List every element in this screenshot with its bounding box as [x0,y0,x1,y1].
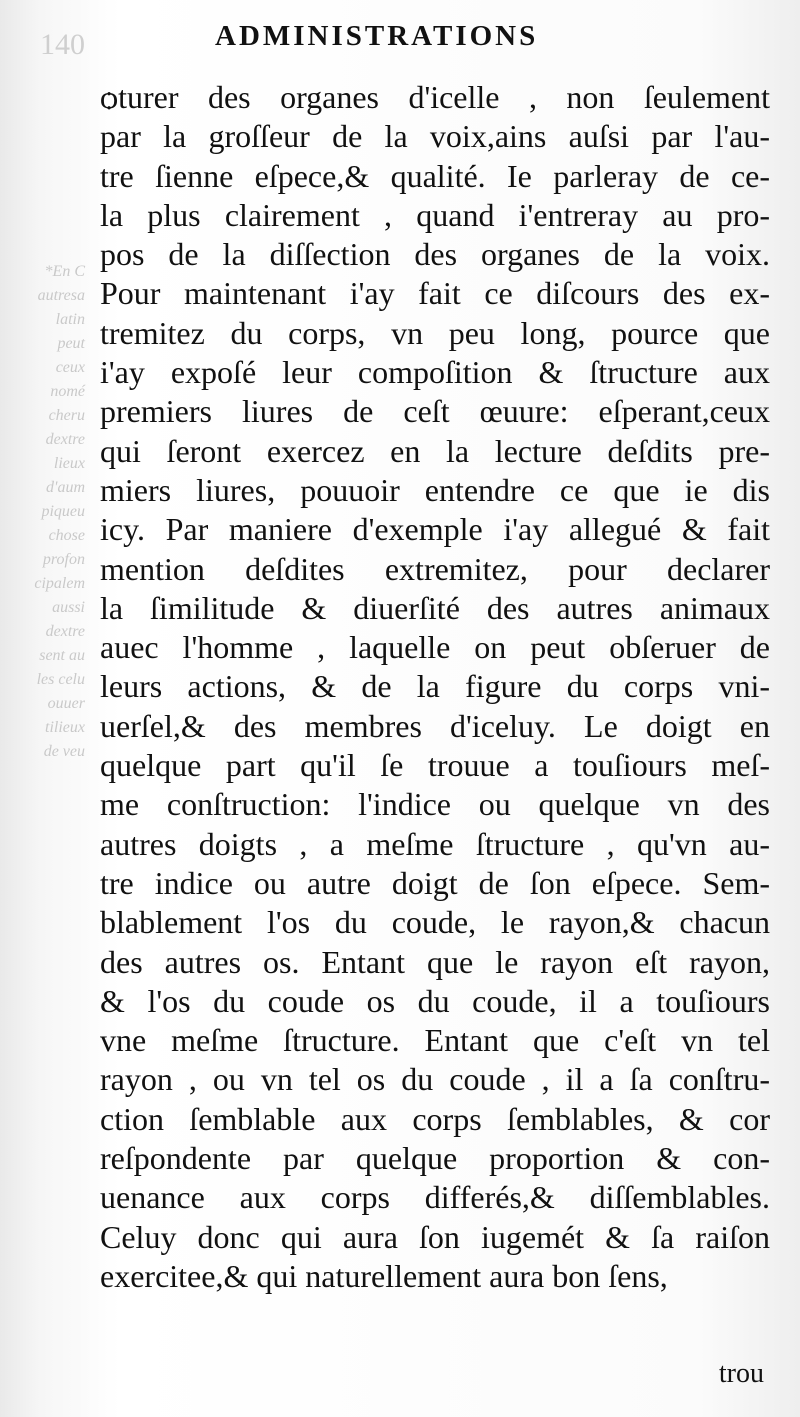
text-line: quelque part qu'il ſe trouue a touſiours meſ- [100,747,770,784]
text-line: la ſimilitude & diuerſité des autres animaux [100,589,770,626]
bleed-through-fragment: d'aum [46,479,85,496]
text-line: blablement l'os du coude, le rayon,& chacun [100,904,770,941]
bleed-through-fragment: lieux [53,455,85,472]
text-line: uenance aux corps differés,& diſſemblables. [100,1179,770,1216]
page-number: 140 [40,28,85,61]
bleed-through-fragment: *En C [44,263,85,280]
bleed-through-fragment: profon [42,551,85,568]
bleed-through-margin [0,260,95,764]
text-line: tremitez du corps, vn peu long, pource que [100,314,770,351]
bleed-through-fragment: dextre [45,431,85,448]
bleed-through-fragment: aussi [52,599,85,616]
text-line: qui ſeront exercez en la lecture deſdits pre- [100,432,770,469]
text-line: leurs actions, & de la figure du corps vni- [100,668,770,705]
text-line: premiers liures de ceſt œuure: eſperant,ceux [100,393,770,430]
text-line: autres doigts , a meſme ſtructure , qu'vn au- [100,825,770,862]
bleed-through-fragment: de veu [43,743,85,760]
bleed-through-fragment: chose [48,527,85,544]
bleed-through-fragment: latin [55,311,85,328]
bleed-through-fragment: dextre [45,623,85,640]
bleed-through-fragment: cheru [48,407,85,424]
text-line: rayon , ou vn tel os du coude , il a ſa conſtru- [100,1061,770,1098]
bleed-through-fragment: sent au [39,647,85,664]
text-line: Celuy donc qui aura ſon iugemét & ſa raiſon [100,1218,770,1255]
text-line: exercitee,& qui naturellement aura bon ſens, [100,1257,668,1294]
text-line: i'ay expoſé leur compoſition & ſtructure aux [100,354,770,391]
text-line: uerſel,& des membres d'iceluy. Le doigt en [100,707,770,744]
text-line: miers liures, pouuoir entendre ce que ie dis [100,471,770,508]
text-line: des autres os. Entant que le rayon eſt rayon, [100,943,770,980]
text-line: mention deſdites extremitez, pour declarer [100,550,770,587]
text-line: tre ſienne eſpece,& qualité. Ie parleray de ce- [100,157,770,194]
text-line: tre indice ou autre doigt de ſon eſpece. Sem- [100,864,770,901]
text-line: Pour maintenant i'ay fait ce diſcours des ex- [100,275,770,312]
text-line: reſpondente par quelque proportion & con- [100,1140,770,1177]
running-head: ADMINISTRATIONS [215,20,539,52]
bleed-through-fragment: tilieux [45,719,85,736]
bleed-through-fragment: ceux [55,359,85,376]
bleed-through-fragment: peut [57,335,85,352]
bleed-through-fragment: nomé [50,383,85,400]
bleed-through-fragment: piqueu [41,503,85,520]
text-line: vne meſme ſtructure. Entant que c'eſt vn tel [100,1022,770,1059]
text-line: la plus clairement , quand i'entreray au pro- [100,196,770,233]
bleed-through-fragment: cipalem [34,575,85,592]
bleed-through-fragment: ouuer [47,695,85,712]
text-line: pos de la diſſection des organes de la voix. [100,236,770,273]
text-line: auec l'homme , laquelle on peut obſeruer de [100,629,770,666]
bleed-through-fragment: autresa [37,287,85,304]
body-text [100,78,770,1296]
text-line: ction ſemblable aux corps ſemblables, & cor [100,1100,770,1137]
text-line: me conſtruction: l'indice ou quelque vn des [100,786,770,823]
text-line: par la groſſeur de la voix,ains auſsi par l'au- [100,118,770,155]
bleed-through-fragment: les celu [36,671,85,688]
text-line: icy. Par maniere d'exemple i'ay allegué & fait [100,511,770,548]
text-line: ѻturer des organes d'icelle , non ſeulement [100,79,770,115]
text-line: & l'os du coude os du coude, il a touſiours [100,982,770,1019]
catchword: trou [718,1358,764,1389]
